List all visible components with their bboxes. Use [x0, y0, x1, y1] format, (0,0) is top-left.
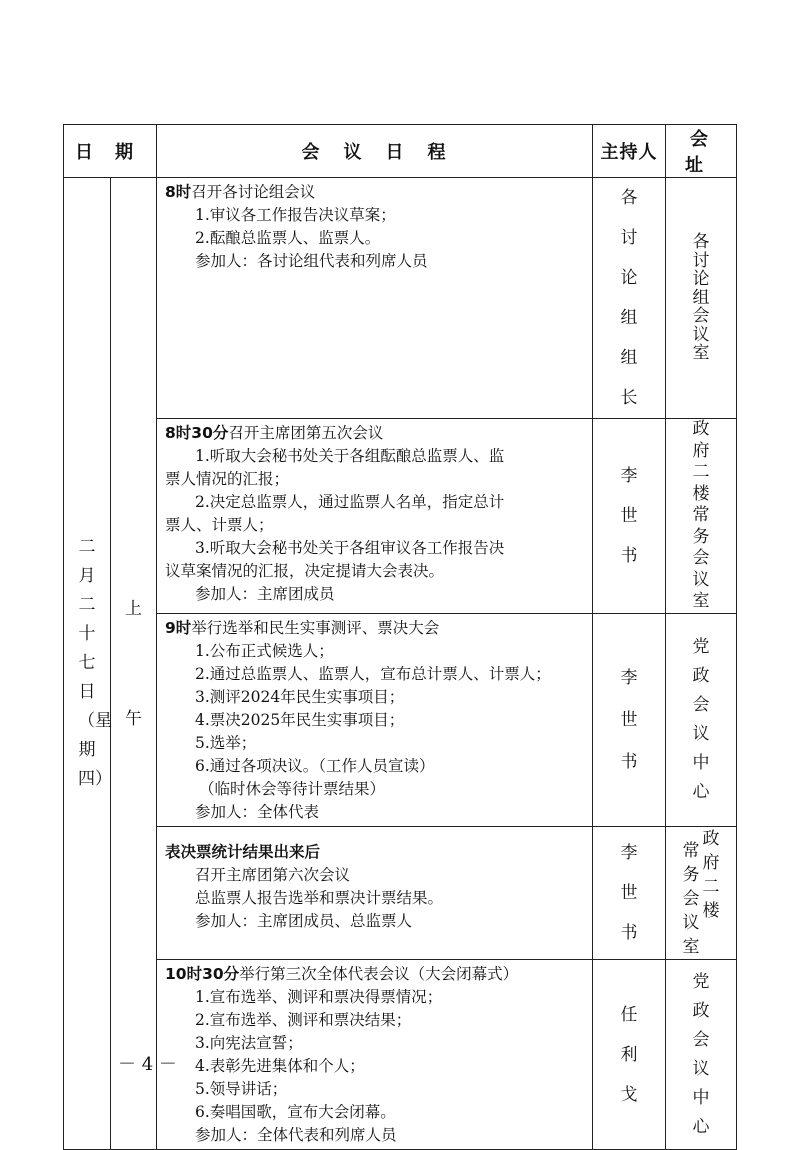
agenda-title: [165, 963, 588, 986]
host-name: 任利戈: [620, 1004, 638, 1105]
agenda-time: 9时: [165, 619, 192, 637]
agenda-line: 1.公布正式候选人；: [195, 642, 334, 660]
agenda-title-text: 召开主席团第五次会议: [228, 424, 384, 442]
date-label: 二月二十七日（星期四）: [78, 537, 112, 789]
agenda-line: 5.领导讲话；: [195, 1080, 288, 1098]
agenda-line: 6.奏唱国歌，宣布大会闭幕。: [195, 1103, 396, 1121]
agenda-line: 2.酝酿总监票人、监票人。: [195, 229, 381, 247]
agenda-line: （临时休会等待计票结果）: [199, 780, 386, 798]
venue-name: 党政会议中心: [692, 971, 710, 1137]
venue-two-column: [682, 827, 720, 959]
agenda-cell: [157, 827, 593, 960]
host-name: 各讨论组组长: [620, 188, 638, 408]
agenda-line: 参加人：主席团成员、总监票人: [195, 912, 413, 930]
agenda-line: 4.票决2025年民生实事项目；: [195, 711, 405, 729]
venue-cell: [666, 178, 737, 419]
agenda-cell: [157, 178, 593, 419]
agenda-title: [165, 841, 588, 864]
agenda-title: [165, 617, 588, 640]
table-header-row: [64, 125, 737, 178]
agenda-time: 8时: [165, 183, 192, 201]
agenda-line: 参加人：全体代表: [195, 803, 320, 821]
agenda-line: 2.通过总监票人、监票人，宣布总计票人、计票人；: [195, 665, 551, 683]
venue-cell: [666, 419, 737, 614]
agenda-time: 10时30分: [165, 965, 240, 983]
header-venue: 会址: [666, 125, 737, 178]
agenda-line: 5.选举；: [195, 734, 257, 752]
agenda-title: [165, 181, 588, 204]
table-row: [64, 178, 737, 419]
period-label: 上午: [125, 598, 142, 729]
venue-cell: [666, 827, 737, 960]
agenda-title-bold: 表决票统计结果出来后: [165, 843, 321, 861]
agenda-line: 总监票人报告选举和票决计票结果。: [195, 889, 444, 907]
agenda-line: 3.听取大会秘书处关于各组审议各工作报告决: [195, 539, 505, 557]
agenda-line: 议草案情况的汇报，决定提请大会表决。: [165, 562, 445, 580]
header-host: 主持人: [593, 125, 666, 178]
host-cell: [593, 827, 666, 960]
agenda-cell: [157, 614, 593, 827]
agenda-title-text: 召开各讨论组会议: [191, 183, 316, 201]
agenda-line: 票人情况的汇报；: [165, 470, 290, 488]
header-agenda: 会议日程: [157, 125, 593, 178]
venue-name: 党政会议中心: [692, 637, 710, 802]
agenda-line: 召开主席团第六次会议: [195, 866, 351, 884]
agenda-line: 参加人：各讨论组代表和列席人员: [195, 252, 428, 270]
agenda-title-text: 举行第三次全体代表会议（大会闭幕式）: [239, 965, 519, 983]
agenda-cell: [157, 960, 593, 1150]
venue-cell: [666, 960, 737, 1150]
host-cell: [593, 614, 666, 827]
agenda-line: 2.宣布选举、测评和票决结果；: [195, 1011, 412, 1029]
host-cell: [593, 419, 666, 614]
date-cell: [64, 178, 111, 1150]
table-row: [64, 614, 737, 827]
agenda-title-text: 举行选举和民生实事测评、票决大会: [191, 619, 440, 637]
host-name: 李世书: [620, 466, 638, 566]
page-number: － 4 －: [118, 1054, 177, 1075]
period-cell: [111, 178, 157, 1150]
agenda-time: 8时30分: [165, 424, 229, 442]
table-row: [64, 827, 737, 960]
header-date: 日期: [64, 125, 157, 178]
table-row: [64, 419, 737, 614]
agenda-line: 1.审议各工作报告决议草案；: [195, 206, 396, 224]
agenda-line: 2.决定总监票人，通过监票人名单，指定总计: [195, 493, 505, 511]
agenda-line: 参加人：主席团成员: [195, 585, 335, 603]
schedule-table: [63, 124, 737, 1150]
host-name: 李世书: [620, 843, 638, 943]
agenda-line: 6.通过各项决议。（工作人员宣读）: [195, 757, 435, 775]
venue-name: 各讨论组会议室: [692, 232, 710, 363]
agenda-title: [165, 422, 588, 445]
host-cell: [593, 960, 666, 1150]
venue-col-1: 政府二楼: [702, 829, 720, 921]
venue-col-2: 常务会议室: [682, 841, 700, 957]
host-name: 李世书: [620, 668, 638, 772]
host-cell: [593, 178, 666, 419]
agenda-line: 4.表彰先进集体和个人；: [195, 1057, 365, 1075]
agenda-line: 票人、计票人；: [165, 516, 274, 534]
agenda-cell: [157, 419, 593, 614]
venue-cell: [666, 614, 737, 827]
agenda-line: 参加人：全体代表和列席人员: [195, 1126, 397, 1144]
venue-name: 政府二楼常务会议室: [692, 419, 710, 612]
agenda-line: 1.宣布选举、测评和票决得票情况；: [195, 988, 443, 1006]
agenda-line: 3.测评2024年民生实事项目；: [195, 688, 405, 706]
agenda-line: 1.听取大会秘书处关于各组酝酿总监票人、监: [195, 447, 505, 465]
agenda-line: 3.向宪法宣誓；: [195, 1034, 303, 1052]
